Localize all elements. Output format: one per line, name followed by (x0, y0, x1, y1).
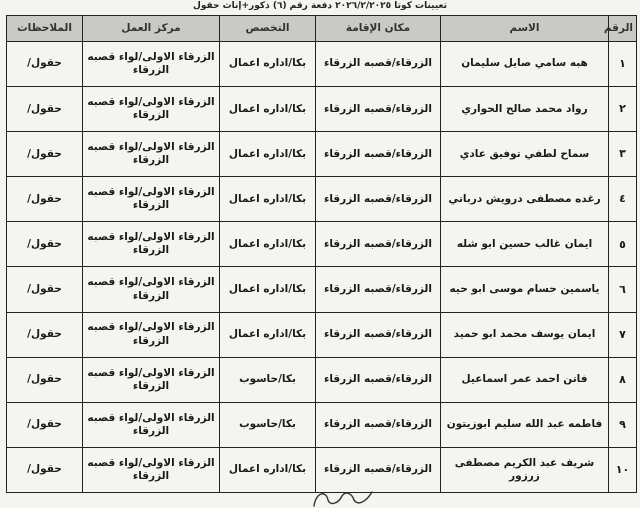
row-number: ٥ (609, 222, 637, 267)
row-workplace: الزرقاء الاولى/لواء قصبه الزرقاء (83, 87, 220, 132)
row-workplace: الزرقاء الاولى/لواء قصبه الزرقاء (83, 132, 220, 177)
document-caption: تعيينات كوتا ٢٠٢٦/٢/٢٠٢٥ دفعة رقم (٦) ذكور+إناث حقول (193, 1, 447, 11)
row-major: بكا/اداره اعمال (220, 177, 316, 222)
row-residence: الزرقاء/قصبه الزرقاء (316, 447, 441, 492)
table-row (7, 267, 637, 312)
row-residence: الزرقاء/قصبه الزرقاء (316, 132, 441, 177)
header-residence: مكان الإقامة (316, 16, 441, 42)
row-workplace: الزرقاء الاولى/لواء قصبه الزرقاء (83, 402, 220, 447)
row-name: شريف عبد الكريم مصطفى زرزور (441, 447, 609, 492)
row-name: فاطمه عبد الله سليم ابوزيتون (441, 402, 609, 447)
header-notes: الملاحظات (7, 16, 83, 42)
row-major: بكا/حاسوب (220, 357, 316, 402)
row-residence: الزرقاء/قصبه الزرقاء (316, 402, 441, 447)
row-major: بكا/اداره اعمال (220, 132, 316, 177)
table-row (7, 177, 637, 222)
row-number: ٢ (609, 87, 637, 132)
row-workplace: الزرقاء الاولى/لواء قصبه الزرقاء (83, 312, 220, 357)
row-name: رواد محمد صالح الحواري (441, 87, 609, 132)
row-workplace: الزرقاء الاولى/لواء قصبه الزرقاء (83, 222, 220, 267)
row-major: بكا/اداره اعمال (220, 312, 316, 357)
row-workplace: الزرقاء الاولى/لواء قصبه الزرقاء (83, 447, 220, 492)
row-workplace: الزرقاء الاولى/لواء قصبه الزرقاء (83, 267, 220, 312)
row-notes: حقول/ (7, 132, 83, 177)
row-notes: حقول/ (7, 177, 83, 222)
row-name: هبه سامي صايل سليمان (441, 42, 609, 87)
row-number: ٣ (609, 132, 637, 177)
row-major: بكا/حاسوب (220, 402, 316, 447)
row-workplace: الزرقاء الاولى/لواء قصبه الزرقاء (83, 42, 220, 87)
row-workplace: الزرقاء الاولى/لواء قصبه الزرقاء (83, 357, 220, 402)
row-name: رغده مصطفى درويش درباتي (441, 177, 609, 222)
row-notes: حقول/ (7, 42, 83, 87)
row-number: ٤ (609, 177, 637, 222)
row-number: ٦ (609, 267, 637, 312)
header-major: التخصص (220, 16, 316, 42)
header-workplace: مركز العمل (83, 16, 220, 42)
row-residence: الزرقاء/قصبه الزرقاء (316, 357, 441, 402)
row-major: بكا/اداره اعمال (220, 87, 316, 132)
table-header-row (7, 16, 637, 42)
table-row (7, 357, 637, 402)
row-notes: حقول/ (7, 402, 83, 447)
row-number: ١ (609, 42, 637, 87)
appointments-table (6, 15, 637, 493)
row-residence: الزرقاء/قصبه الزرقاء (316, 312, 441, 357)
row-residence: الزرقاء/قصبه الزرقاء (316, 222, 441, 267)
row-residence: الزرقاء/قصبه الزرقاء (316, 177, 441, 222)
row-notes: حقول/ (7, 87, 83, 132)
row-residence: الزرقاء/قصبه الزرقاء (316, 87, 441, 132)
row-major: بكا/اداره اعمال (220, 267, 316, 312)
row-notes: حقول/ (7, 312, 83, 357)
row-major: بكا/اداره اعمال (220, 222, 316, 267)
row-name: ياسمين حسام موسى ابو حيه (441, 267, 609, 312)
row-notes: حقول/ (7, 267, 83, 312)
table-row (7, 402, 637, 447)
row-notes: حقول/ (7, 222, 83, 267)
row-residence: الزرقاء/قصبه الزرقاء (316, 42, 441, 87)
row-major: بكا/اداره اعمال (220, 42, 316, 87)
table-row (7, 42, 637, 87)
table-row (7, 87, 637, 132)
row-residence: الزرقاء/قصبه الزرقاء (316, 267, 441, 312)
row-number: ١٠ (609, 447, 637, 492)
row-name: فاتن احمد عمر اسماعيل (441, 357, 609, 402)
row-name: ايمان غالب حسين ابو شله (441, 222, 609, 267)
row-number: ٧ (609, 312, 637, 357)
row-workplace: الزرقاء الاولى/لواء قصبه الزرقاء (83, 177, 220, 222)
row-notes: حقول/ (7, 447, 83, 492)
row-notes: حقول/ (7, 357, 83, 402)
signature-mark (308, 486, 378, 508)
row-number: ٨ (609, 357, 637, 402)
table-row (7, 222, 637, 267)
row-name: ايمان يوسف محمد ابو حميد (441, 312, 609, 357)
row-major: بكا/اداره اعمال (220, 447, 316, 492)
table-row (7, 132, 637, 177)
row-name: سماح لطفي توفيق عادي (441, 132, 609, 177)
table-row (7, 312, 637, 357)
header-number: الرقم (609, 16, 637, 42)
row-number: ٩ (609, 402, 637, 447)
header-name: الاسم (441, 16, 609, 42)
